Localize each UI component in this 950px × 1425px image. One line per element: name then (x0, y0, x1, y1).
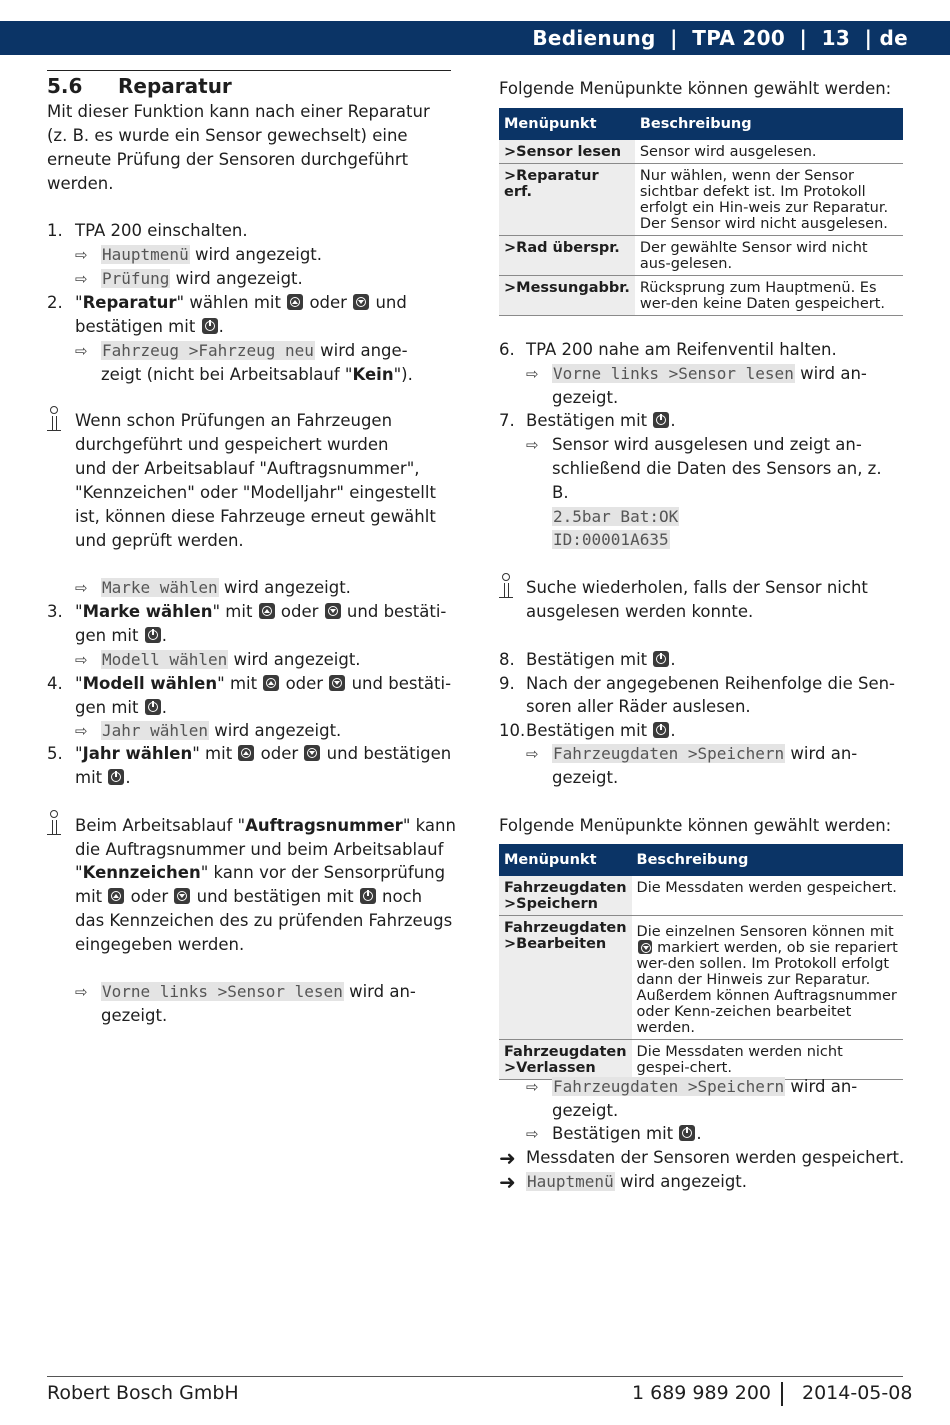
note-line: mit oder und bestätigen mit noch (75, 887, 423, 906)
note-line: und der Arbeitsablauf "Auftragsnummer", (75, 459, 420, 478)
info-icon (499, 573, 513, 603)
result-arrow-icon: ⇨ (75, 246, 88, 264)
note-line: das Kennzeichen des zu prüfenden Fahrzeugs (75, 911, 453, 930)
down-key-icon (638, 940, 652, 954)
result-line: Fahrzeug >Fahrzeug neu wird ange- (102, 341, 408, 360)
note-line: Wenn schon Prüfungen an Fahrzeugen (75, 411, 393, 430)
result-line: gezeigt. (552, 1101, 619, 1120)
step-text: Bestätigen mit . (526, 650, 676, 669)
footer-date: 2014-05-08 (802, 1382, 913, 1404)
table-row (499, 276, 903, 316)
note-line: "Kennzeichen" oder "Modelljahr" eingestellt (75, 483, 436, 502)
table-desc-cell: Die Messdaten werden nicht gespei-chert. (632, 1040, 903, 1080)
result-line: Sensor wird ausgelesen und zeigt an- (552, 435, 862, 454)
step-text: gen mit . (75, 698, 167, 717)
table-desc-cell: Die einzelnen Sensoren können mit markiert werden, ob sie repariert wer-den sollen. Im Protokoll erfolgt dann der Hinweis zur Reparatur. Außerdem können Auftragsnummer oder Kenn-zeichen bearbeitet werden. (632, 916, 903, 1040)
ok-key-icon (360, 888, 376, 904)
table-header-cell: Beschreibung (635, 108, 903, 140)
info-icon (47, 406, 61, 436)
result-arrow-icon: ⇨ (75, 579, 88, 597)
result-line: gezeigt. (101, 1006, 168, 1025)
table-row (499, 164, 903, 236)
step-number: 8. (499, 650, 515, 669)
table-desc-cell: Rücksprung zum Hauptmenü. Es wer-den keine Daten gespeichert. (635, 276, 903, 316)
ok-key-icon (108, 769, 124, 785)
intro-paragraph: Mit dieser Funktion kann nach einer Reparatur (z. B. es wurde ein Sensor gewechselt) eine erneute Prüfung der Sensoren durchgeführt werden. (47, 102, 430, 193)
down-key-icon (174, 888, 190, 904)
sensor-data-line: ID:00001A635 (553, 530, 669, 549)
table-desc-cell: Sensor wird ausgelesen. (635, 140, 903, 164)
footer-document-number: 1 689 989 200 (632, 1382, 772, 1404)
menu-table-2 (499, 844, 903, 1080)
section-rule (47, 70, 451, 71)
result-line: schließend die Daten des Sensors an, z. (552, 459, 882, 478)
step-text: "Reparatur" wählen mit oder und (75, 293, 407, 312)
step-number: 4. (47, 674, 63, 693)
table-row (499, 236, 903, 276)
step-text: TPA 200 nahe am Reifenventil halten. (526, 340, 837, 359)
ok-key-icon (679, 1125, 695, 1141)
note-line: eingegeben werden. (75, 935, 245, 954)
step-number: 5. (47, 744, 63, 763)
up-key-icon (287, 294, 303, 310)
result-line: Marke wählen wird angezeigt. (102, 578, 351, 597)
section-number: 5.6 (47, 74, 83, 98)
up-key-icon (108, 888, 124, 904)
table-key-cell: >Rad überspr. (499, 236, 635, 276)
table-header-cell: Menüpunkt (499, 108, 635, 140)
result-line: zeigt (nicht bei Arbeitsablauf "Kein"). (101, 365, 413, 384)
result-line: Modell wählen wird angezeigt. (102, 650, 361, 669)
info-icon (47, 810, 61, 840)
ok-key-icon (653, 651, 669, 667)
table-row (499, 140, 903, 164)
table-key-cell: >Reparatur erf. (499, 164, 635, 236)
ok-key-icon (202, 318, 218, 334)
menu-table-1 (499, 108, 903, 316)
step-text: "Marke wählen" mit oder und bestäti- (75, 602, 447, 621)
table-row (499, 876, 903, 916)
table-key-cell: >Sensor lesen (499, 140, 635, 164)
header-text: Bedienung | TPA 200 | 13 | de (532, 26, 908, 50)
ok-key-icon (653, 722, 669, 738)
step-text: Bestätigen mit . (526, 411, 676, 430)
step-number: 9. (499, 674, 515, 693)
result-line: Vorne links >Sensor lesen wird an- (553, 364, 867, 383)
note-line: ausgelesen werden konnte. (526, 602, 754, 621)
result-arrow-icon: ⇨ (75, 722, 88, 740)
result-line: B. (552, 483, 569, 502)
result-arrow-icon: ⇨ (526, 1125, 539, 1143)
result-line: gezeigt. (552, 768, 619, 787)
result-arrow-icon: ⇨ (526, 1078, 539, 1096)
table-row (499, 1040, 903, 1080)
table-header-cell: Beschreibung (632, 844, 903, 876)
step-text: Bestätigen mit . (526, 721, 676, 740)
footer-rule (47, 1376, 903, 1377)
table-header-cell: Menüpunkt (499, 844, 632, 876)
table-key-cell: >Messungabbr. (499, 276, 635, 316)
result-arrow-icon: ⇨ (526, 436, 539, 454)
note-line: die Auftragsnummer und beim Arbeitsablauf (75, 840, 444, 859)
step-number: 10. (499, 721, 526, 740)
up-key-icon (238, 745, 254, 761)
note-line: und geprüft werden. (75, 531, 244, 550)
table-key-cell: Fahrzeugdaten >Speichern (499, 876, 632, 916)
step-number: 7. (499, 411, 515, 430)
note-line: ist, können diese Fahrzeuge erneut gewählt (75, 507, 436, 526)
table-intro: Folgende Menüpunkte können gewählt werden: (499, 816, 892, 835)
final-result-arrow-icon: ➜ (499, 1170, 516, 1194)
step-number: 3. (47, 602, 63, 621)
section-title (47, 74, 232, 98)
table-row (499, 916, 903, 1040)
result-arrow-icon: ⇨ (75, 983, 88, 1001)
footer-separator (781, 1382, 783, 1406)
result-line: Fahrzeugdaten >Speichern wird an- (553, 1077, 858, 1096)
step-text: soren aller Räder auslesen. (526, 697, 751, 716)
ok-key-icon (145, 699, 161, 715)
table-header-row (499, 844, 903, 876)
result-line: Prüfung wird angezeigt. (102, 269, 303, 288)
note-line: Suche wiederholen, falls der Sensor nicht (526, 578, 868, 597)
result-line: Jahr wählen wird angezeigt. (102, 721, 342, 740)
step-number: 2. (47, 293, 63, 312)
sensor-data-line: 2.5bar Bat:OK (553, 507, 679, 526)
table-desc-cell: Die Messdaten werden gespeichert. (632, 876, 903, 916)
result-line: Vorne links >Sensor lesen wird an- (102, 982, 416, 1001)
step-number: 1. (47, 221, 63, 240)
result-line: Fahrzeugdaten >Speichern wird an- (553, 744, 858, 763)
table-key-cell: Fahrzeugdaten >Verlassen (499, 1040, 632, 1080)
table-header-row (499, 108, 903, 140)
footer-company: Robert Bosch GmbH (47, 1382, 239, 1404)
step-text: Nach der angegebenen Reihenfolge die Sen- (526, 674, 896, 693)
step-text: "Modell wählen" mit oder und bestäti- (75, 674, 452, 693)
up-key-icon (263, 675, 279, 691)
result-arrow-icon: ⇨ (75, 342, 88, 360)
final-result-line: Messdaten der Sensoren werden gespeichert. (526, 1148, 905, 1167)
table-desc-cell: Nur wählen, wenn der Sensor sichtbar defekt ist. Im Protokoll erfolgt ein Hin-weis zur Reparatur. Der Sensor wird nicht ausgelesen. (635, 164, 903, 236)
note-line: "Kennzeichen" kann vor der Sensorprüfung (75, 863, 446, 882)
result-arrow-icon: ⇨ (526, 745, 539, 763)
down-key-icon (329, 675, 345, 691)
ok-key-icon (145, 627, 161, 643)
step-number: 6. (499, 340, 515, 359)
down-key-icon (325, 603, 341, 619)
down-key-icon (304, 745, 320, 761)
table-key-cell: Fahrzeugdaten >Bearbeiten (499, 916, 632, 1040)
note-line: durchgeführt und gespeichert wurden (75, 435, 389, 454)
step-text: gen mit . (75, 626, 167, 645)
result-arrow-icon: ⇨ (526, 365, 539, 383)
table-intro: Folgende Menüpunkte können gewählt werden: (499, 79, 892, 98)
result-arrow-icon: ⇨ (75, 270, 88, 288)
up-key-icon (259, 603, 275, 619)
result-line: Hauptmenü wird angezeigt. (102, 245, 323, 264)
result-line: gezeigt. (552, 388, 619, 407)
ok-key-icon (653, 412, 669, 428)
table-desc-cell: Der gewählte Sensor wird nicht aus-gelesen. (635, 236, 903, 276)
result-line: Bestätigen mit . (552, 1124, 702, 1143)
step-text: TPA 200 einschalten. (75, 221, 248, 240)
note-line: Beim Arbeitsablauf "Auftragsnummer" kann (75, 816, 456, 835)
final-result-line: Hauptmenü wird angezeigt. (527, 1172, 748, 1191)
down-key-icon (353, 294, 369, 310)
result-arrow-icon: ⇨ (75, 651, 88, 669)
section-title-text: Reparatur (118, 74, 232, 98)
step-text: bestätigen mit . (75, 317, 224, 336)
final-result-arrow-icon: ➜ (499, 1146, 516, 1170)
step-text: "Jahr wählen" mit oder und bestätigen (75, 744, 452, 763)
step-text: mit . (75, 768, 131, 787)
